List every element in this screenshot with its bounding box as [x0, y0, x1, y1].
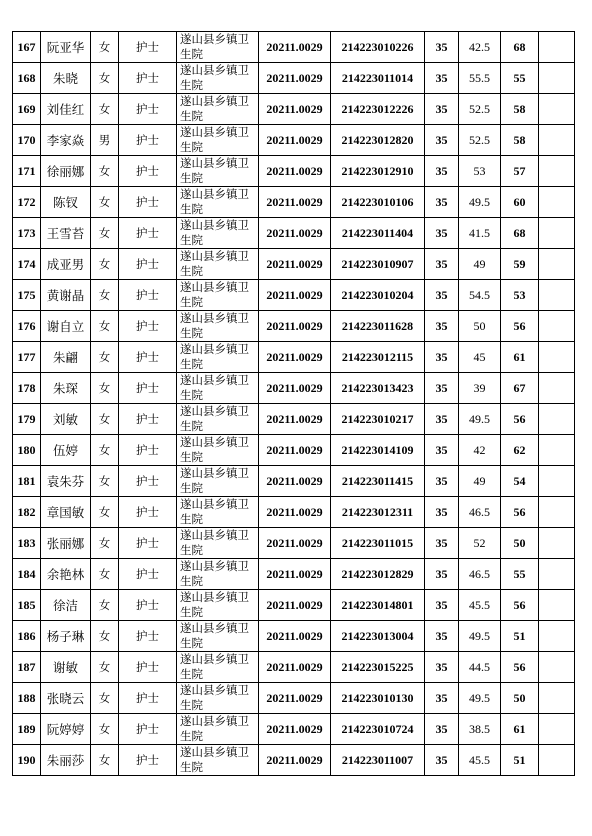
- position-cell: 护士: [119, 528, 177, 559]
- employer-cell: 遂山县乡镇卫生院: [177, 683, 259, 714]
- exam-id-cell: 214223010724: [331, 714, 425, 745]
- employer-cell: 遂山县乡镇卫生院: [177, 435, 259, 466]
- employer-cell: 遂山县乡镇卫生院: [177, 218, 259, 249]
- name-cell: 刘敏: [41, 404, 91, 435]
- table-row: [13, 125, 575, 156]
- name-cell: 朱翩: [41, 342, 91, 373]
- remark-cell: [539, 714, 575, 745]
- gender-cell: 女: [91, 156, 119, 187]
- rank-cell: 35: [425, 32, 459, 63]
- score-b-cell: 50: [501, 528, 539, 559]
- table-row: [13, 497, 575, 528]
- score-b-cell: 56: [501, 404, 539, 435]
- score-b-cell: 54: [501, 466, 539, 497]
- employer-cell: 遂山县乡镇卫生院: [177, 745, 259, 776]
- score-b-cell: 53: [501, 280, 539, 311]
- name-cell: 伍婷: [41, 435, 91, 466]
- employer-cell: 遂山县乡镇卫生院: [177, 621, 259, 652]
- name-cell: 李家焱: [41, 125, 91, 156]
- employer-cell: 遂山县乡镇卫生院: [177, 652, 259, 683]
- table-row: [13, 559, 575, 590]
- job-code-cell: 20211.0029: [259, 373, 331, 404]
- row-number-cell: 188: [13, 683, 41, 714]
- name-cell: 成亚男: [41, 249, 91, 280]
- position-cell: 护士: [119, 280, 177, 311]
- name-cell: 朱晓: [41, 63, 91, 94]
- remark-cell: [539, 187, 575, 218]
- rank-cell: 35: [425, 342, 459, 373]
- employer-cell: 遂山县乡镇卫生院: [177, 249, 259, 280]
- employer-cell: 遂山县乡镇卫生院: [177, 156, 259, 187]
- rank-cell: 35: [425, 187, 459, 218]
- name-cell: 阮婷婷: [41, 714, 91, 745]
- name-cell: 黄谢晶: [41, 280, 91, 311]
- row-number-cell: 178: [13, 373, 41, 404]
- score-a-cell: 45: [459, 342, 501, 373]
- job-code-cell: 20211.0029: [259, 435, 331, 466]
- remark-cell: [539, 32, 575, 63]
- gender-cell: 女: [91, 187, 119, 218]
- position-cell: 护士: [119, 156, 177, 187]
- score-b-cell: 51: [501, 745, 539, 776]
- exam-id-cell: 214223011007: [331, 745, 425, 776]
- position-cell: 护士: [119, 590, 177, 621]
- remark-cell: [539, 745, 575, 776]
- score-b-cell: 62: [501, 435, 539, 466]
- gender-cell: 男: [91, 125, 119, 156]
- remark-cell: [539, 249, 575, 280]
- employer-cell: 遂山县乡镇卫生院: [177, 404, 259, 435]
- job-code-cell: 20211.0029: [259, 652, 331, 683]
- job-code-cell: 20211.0029: [259, 280, 331, 311]
- score-b-cell: 56: [501, 497, 539, 528]
- job-code-cell: 20211.0029: [259, 249, 331, 280]
- name-cell: 杨子琳: [41, 621, 91, 652]
- position-cell: 护士: [119, 249, 177, 280]
- rank-cell: 35: [425, 497, 459, 528]
- rank-cell: 35: [425, 590, 459, 621]
- score-a-cell: 38.5: [459, 714, 501, 745]
- name-cell: 张晓云: [41, 683, 91, 714]
- name-cell: 朱丽莎: [41, 745, 91, 776]
- name-cell: 阮亚华: [41, 32, 91, 63]
- rank-cell: 35: [425, 280, 459, 311]
- score-a-cell: 54.5: [459, 280, 501, 311]
- score-a-cell: 42.5: [459, 32, 501, 63]
- position-cell: 护士: [119, 652, 177, 683]
- remark-cell: [539, 497, 575, 528]
- gender-cell: 女: [91, 249, 119, 280]
- name-cell: 张丽娜: [41, 528, 91, 559]
- table-row: [13, 342, 575, 373]
- remark-cell: [539, 590, 575, 621]
- rank-cell: 35: [425, 714, 459, 745]
- score-b-cell: 58: [501, 125, 539, 156]
- exam-id-cell: 214223010130: [331, 683, 425, 714]
- exam-id-cell: 214223010907: [331, 249, 425, 280]
- gender-cell: 女: [91, 590, 119, 621]
- table-row: [13, 745, 575, 776]
- table-row: [13, 621, 575, 652]
- row-number-cell: 185: [13, 590, 41, 621]
- name-cell: 朱琛: [41, 373, 91, 404]
- table-row: [13, 435, 575, 466]
- score-a-cell: 41.5: [459, 218, 501, 249]
- gender-cell: 女: [91, 404, 119, 435]
- rank-cell: 35: [425, 435, 459, 466]
- remark-cell: [539, 404, 575, 435]
- employer-cell: 遂山县乡镇卫生院: [177, 714, 259, 745]
- rank-cell: 35: [425, 94, 459, 125]
- position-cell: 护士: [119, 311, 177, 342]
- row-number-cell: 184: [13, 559, 41, 590]
- score-a-cell: 49.5: [459, 187, 501, 218]
- score-a-cell: 52.5: [459, 125, 501, 156]
- job-code-cell: 20211.0029: [259, 94, 331, 125]
- table-row: [13, 590, 575, 621]
- gender-cell: 女: [91, 94, 119, 125]
- remark-cell: [539, 311, 575, 342]
- name-cell: 谢自立: [41, 311, 91, 342]
- score-b-cell: 56: [501, 590, 539, 621]
- row-number-cell: 176: [13, 311, 41, 342]
- gender-cell: 女: [91, 683, 119, 714]
- employer-cell: 遂山县乡镇卫生院: [177, 528, 259, 559]
- job-code-cell: 20211.0029: [259, 63, 331, 94]
- score-b-cell: 55: [501, 63, 539, 94]
- score-b-cell: 61: [501, 714, 539, 745]
- remark-cell: [539, 280, 575, 311]
- exam-id-cell: 214223012820: [331, 125, 425, 156]
- remark-cell: [539, 466, 575, 497]
- job-code-cell: 20211.0029: [259, 187, 331, 218]
- row-number-cell: 175: [13, 280, 41, 311]
- exam-id-cell: 214223015225: [331, 652, 425, 683]
- row-number-cell: 179: [13, 404, 41, 435]
- job-code-cell: 20211.0029: [259, 621, 331, 652]
- employer-cell: 遂山县乡镇卫生院: [177, 125, 259, 156]
- row-number-cell: 173: [13, 218, 41, 249]
- rank-cell: 35: [425, 156, 459, 187]
- employer-cell: 遂山县乡镇卫生院: [177, 94, 259, 125]
- score-a-cell: 46.5: [459, 559, 501, 590]
- position-cell: 护士: [119, 373, 177, 404]
- score-b-cell: 57: [501, 156, 539, 187]
- table-row: [13, 652, 575, 683]
- table-row: [13, 32, 575, 63]
- remark-cell: [539, 435, 575, 466]
- score-a-cell: 49: [459, 249, 501, 280]
- score-b-cell: 59: [501, 249, 539, 280]
- position-cell: 护士: [119, 187, 177, 218]
- row-number-cell: 181: [13, 466, 41, 497]
- rank-cell: 35: [425, 745, 459, 776]
- score-b-cell: 61: [501, 342, 539, 373]
- rank-cell: 35: [425, 373, 459, 404]
- row-number-cell: 189: [13, 714, 41, 745]
- score-a-cell: 46.5: [459, 497, 501, 528]
- score-b-cell: 50: [501, 683, 539, 714]
- row-number-cell: 174: [13, 249, 41, 280]
- score-a-cell: 39: [459, 373, 501, 404]
- name-cell: 王雪苔: [41, 218, 91, 249]
- row-number-cell: 177: [13, 342, 41, 373]
- position-cell: 护士: [119, 342, 177, 373]
- exam-id-cell: 214223011404: [331, 218, 425, 249]
- employer-cell: 遂山县乡镇卫生院: [177, 342, 259, 373]
- name-cell: 余艳林: [41, 559, 91, 590]
- row-number-cell: 187: [13, 652, 41, 683]
- job-code-cell: 20211.0029: [259, 745, 331, 776]
- remark-cell: [539, 559, 575, 590]
- position-cell: 护士: [119, 621, 177, 652]
- job-code-cell: 20211.0029: [259, 559, 331, 590]
- job-code-cell: 20211.0029: [259, 218, 331, 249]
- table-row: [13, 683, 575, 714]
- remark-cell: [539, 156, 575, 187]
- score-b-cell: 67: [501, 373, 539, 404]
- job-code-cell: 20211.0029: [259, 590, 331, 621]
- score-a-cell: 45.5: [459, 590, 501, 621]
- score-b-cell: 60: [501, 187, 539, 218]
- job-code-cell: 20211.0029: [259, 528, 331, 559]
- remark-cell: [539, 621, 575, 652]
- remark-cell: [539, 683, 575, 714]
- score-table: [12, 31, 575, 776]
- name-cell: 刘佳红: [41, 94, 91, 125]
- score-a-cell: 52: [459, 528, 501, 559]
- position-cell: 护士: [119, 683, 177, 714]
- employer-cell: 遂山县乡镇卫生院: [177, 497, 259, 528]
- rank-cell: 35: [425, 621, 459, 652]
- score-a-cell: 49.5: [459, 621, 501, 652]
- employer-cell: 遂山县乡镇卫生院: [177, 373, 259, 404]
- job-code-cell: 20211.0029: [259, 466, 331, 497]
- position-cell: 护士: [119, 466, 177, 497]
- row-number-cell: 180: [13, 435, 41, 466]
- name-cell: 陈钗: [41, 187, 91, 218]
- position-cell: 护士: [119, 559, 177, 590]
- name-cell: 徐洁: [41, 590, 91, 621]
- gender-cell: 女: [91, 435, 119, 466]
- row-number-cell: 169: [13, 94, 41, 125]
- row-number-cell: 172: [13, 187, 41, 218]
- gender-cell: 女: [91, 63, 119, 94]
- exam-id-cell: 214223011014: [331, 63, 425, 94]
- job-code-cell: 20211.0029: [259, 683, 331, 714]
- score-a-cell: 49.5: [459, 404, 501, 435]
- score-b-cell: 68: [501, 218, 539, 249]
- exam-id-cell: 214223012829: [331, 559, 425, 590]
- table-row: [13, 280, 575, 311]
- remark-cell: [539, 94, 575, 125]
- table-row: [13, 63, 575, 94]
- row-number-cell: 168: [13, 63, 41, 94]
- score-b-cell: 58: [501, 94, 539, 125]
- table-row: [13, 218, 575, 249]
- gender-cell: 女: [91, 559, 119, 590]
- job-code-cell: 20211.0029: [259, 125, 331, 156]
- exam-id-cell: 214223011628: [331, 311, 425, 342]
- employer-cell: 遂山县乡镇卫生院: [177, 466, 259, 497]
- name-cell: 徐丽娜: [41, 156, 91, 187]
- gender-cell: 女: [91, 466, 119, 497]
- gender-cell: 女: [91, 497, 119, 528]
- exam-id-cell: 214223012115: [331, 342, 425, 373]
- exam-id-cell: 214223011415: [331, 466, 425, 497]
- exam-id-cell: 214223010106: [331, 187, 425, 218]
- remark-cell: [539, 125, 575, 156]
- exam-id-cell: 214223013423: [331, 373, 425, 404]
- score-a-cell: 45.5: [459, 745, 501, 776]
- position-cell: 护士: [119, 404, 177, 435]
- rank-cell: 35: [425, 125, 459, 156]
- employer-cell: 遂山县乡镇卫生院: [177, 590, 259, 621]
- position-cell: 护士: [119, 63, 177, 94]
- exam-id-cell: 214223012311: [331, 497, 425, 528]
- gender-cell: 女: [91, 280, 119, 311]
- name-cell: 袁朱芬: [41, 466, 91, 497]
- rank-cell: 35: [425, 528, 459, 559]
- job-code-cell: 20211.0029: [259, 404, 331, 435]
- employer-cell: 遂山县乡镇卫生院: [177, 32, 259, 63]
- remark-cell: [539, 373, 575, 404]
- exam-id-cell: 214223014801: [331, 590, 425, 621]
- score-a-cell: 53: [459, 156, 501, 187]
- gender-cell: 女: [91, 621, 119, 652]
- gender-cell: 女: [91, 32, 119, 63]
- position-cell: 护士: [119, 714, 177, 745]
- employer-cell: 遂山县乡镇卫生院: [177, 63, 259, 94]
- row-number-cell: 167: [13, 32, 41, 63]
- exam-id-cell: 214223010226: [331, 32, 425, 63]
- employer-cell: 遂山县乡镇卫生院: [177, 187, 259, 218]
- position-cell: 护士: [119, 125, 177, 156]
- table-row: [13, 187, 575, 218]
- table-row: [13, 714, 575, 745]
- rank-cell: 35: [425, 466, 459, 497]
- name-cell: 谢敏: [41, 652, 91, 683]
- row-number-cell: 170: [13, 125, 41, 156]
- exam-id-cell: 214223012910: [331, 156, 425, 187]
- position-cell: 护士: [119, 497, 177, 528]
- table-row: [13, 404, 575, 435]
- rank-cell: 35: [425, 249, 459, 280]
- rank-cell: 35: [425, 652, 459, 683]
- rank-cell: 35: [425, 218, 459, 249]
- exam-id-cell: 214223013004: [331, 621, 425, 652]
- remark-cell: [539, 218, 575, 249]
- job-code-cell: 20211.0029: [259, 311, 331, 342]
- job-code-cell: 20211.0029: [259, 497, 331, 528]
- gender-cell: 女: [91, 528, 119, 559]
- remark-cell: [539, 528, 575, 559]
- exam-id-cell: 214223012226: [331, 94, 425, 125]
- position-cell: 护士: [119, 435, 177, 466]
- job-code-cell: 20211.0029: [259, 32, 331, 63]
- score-a-cell: 49: [459, 466, 501, 497]
- table-row: [13, 528, 575, 559]
- exam-id-cell: 214223011015: [331, 528, 425, 559]
- employer-cell: 遂山县乡镇卫生院: [177, 280, 259, 311]
- score-a-cell: 50: [459, 311, 501, 342]
- row-number-cell: 182: [13, 497, 41, 528]
- score-b-cell: 68: [501, 32, 539, 63]
- rank-cell: 35: [425, 559, 459, 590]
- table-row: [13, 94, 575, 125]
- score-a-cell: 52.5: [459, 94, 501, 125]
- rank-cell: 35: [425, 683, 459, 714]
- score-b-cell: 55: [501, 559, 539, 590]
- gender-cell: 女: [91, 652, 119, 683]
- gender-cell: 女: [91, 342, 119, 373]
- job-code-cell: 20211.0029: [259, 156, 331, 187]
- position-cell: 护士: [119, 218, 177, 249]
- exam-id-cell: 214223014109: [331, 435, 425, 466]
- table-row: [13, 466, 575, 497]
- employer-cell: 遂山县乡镇卫生院: [177, 311, 259, 342]
- table-row: [13, 156, 575, 187]
- gender-cell: 女: [91, 311, 119, 342]
- score-a-cell: 49.5: [459, 683, 501, 714]
- score-a-cell: 42: [459, 435, 501, 466]
- score-b-cell: 56: [501, 311, 539, 342]
- job-code-cell: 20211.0029: [259, 342, 331, 373]
- gender-cell: 女: [91, 714, 119, 745]
- exam-id-cell: 214223010217: [331, 404, 425, 435]
- row-number-cell: 190: [13, 745, 41, 776]
- gender-cell: 女: [91, 218, 119, 249]
- table-body: [13, 32, 575, 776]
- gender-cell: 女: [91, 373, 119, 404]
- score-a-cell: 44.5: [459, 652, 501, 683]
- name-cell: 章国敏: [41, 497, 91, 528]
- gender-cell: 女: [91, 745, 119, 776]
- remark-cell: [539, 63, 575, 94]
- table-row: [13, 249, 575, 280]
- score-b-cell: 56: [501, 652, 539, 683]
- rank-cell: 35: [425, 63, 459, 94]
- exam-id-cell: 214223010204: [331, 280, 425, 311]
- job-code-cell: 20211.0029: [259, 714, 331, 745]
- employer-cell: 遂山县乡镇卫生院: [177, 559, 259, 590]
- remark-cell: [539, 342, 575, 373]
- table-row: [13, 373, 575, 404]
- rank-cell: 35: [425, 404, 459, 435]
- score-b-cell: 51: [501, 621, 539, 652]
- position-cell: 护士: [119, 745, 177, 776]
- row-number-cell: 186: [13, 621, 41, 652]
- score-a-cell: 55.5: [459, 63, 501, 94]
- position-cell: 护士: [119, 94, 177, 125]
- remark-cell: [539, 652, 575, 683]
- table-row: [13, 311, 575, 342]
- row-number-cell: 171: [13, 156, 41, 187]
- rank-cell: 35: [425, 311, 459, 342]
- position-cell: 护士: [119, 32, 177, 63]
- row-number-cell: 183: [13, 528, 41, 559]
